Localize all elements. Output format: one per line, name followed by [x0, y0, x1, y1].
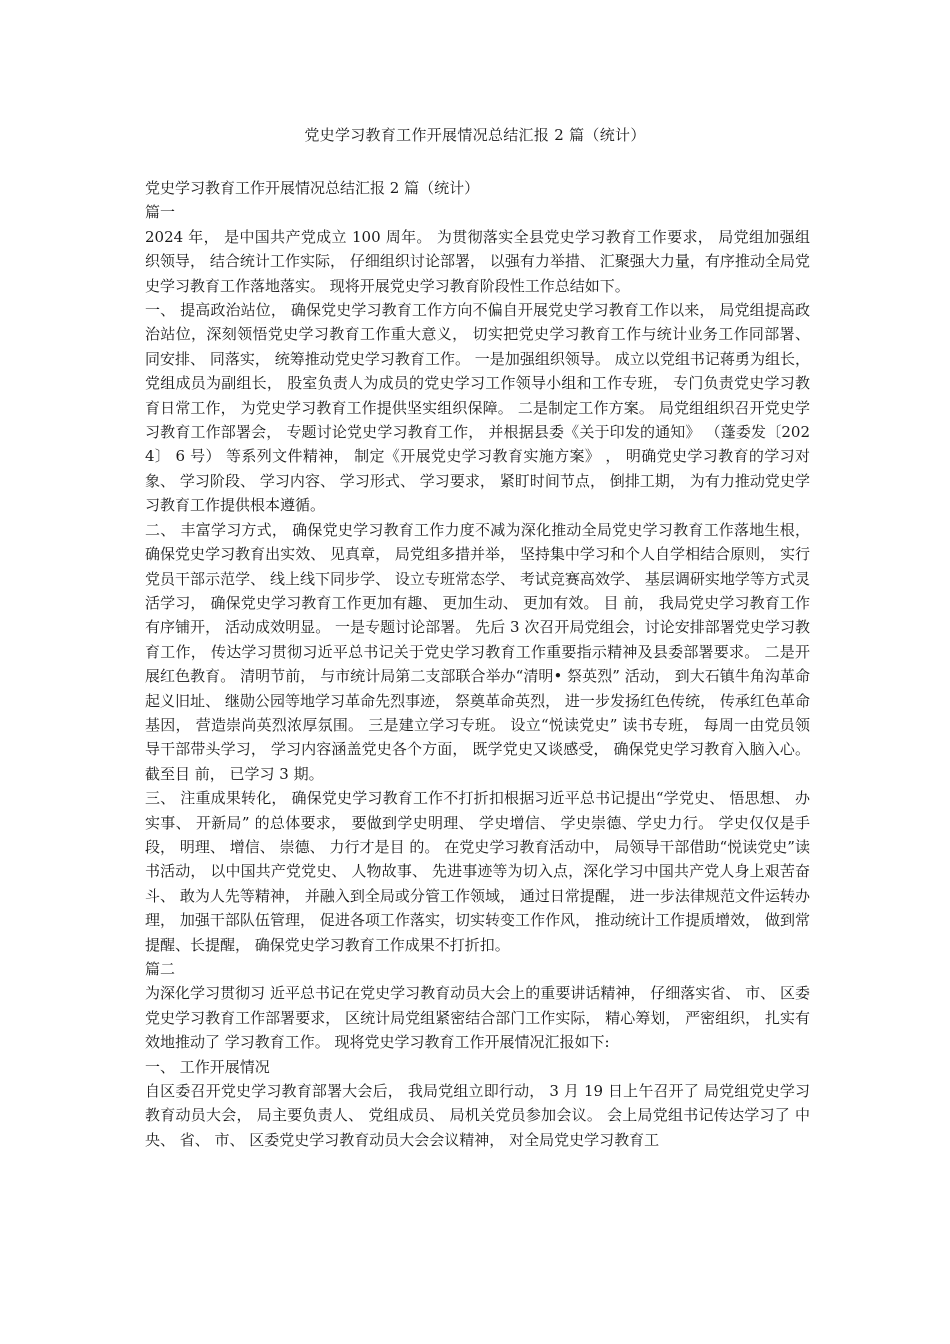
paragraph-work-progress: 自区委召开党史学习教育部署大会后， 我局党组立即行动， 3 月 19 日上午召开了 局党组党史学习教育动员大会， 局主要负责人、 党组成员、 局机关党员参加会议。 会上局党组书记传达学习了 中央、 省、 市、 区委党史学习教育动员大会会议精神， 对全局党史学习教育工 — [145, 1082, 810, 1149]
paragraph-section-two: 二、 丰富学习方式， 确保党史学习教育工作力度不减为深化推动全局党史学习教育工作落地生根， 确保党史学习教育出实效、 见真章， 局党组多措并举， 坚持集中学习和个人自学相结合原则， 实行党员干部示范学、 线上线下同步学、 设立专班常态学、 考试竞赛高效学、 基层调研实地学等方式灵活学习， 确保党史学习教育工作更加有趣、 更加生动、 更加有效。 目 前， 我局党史学习教育工作有序铺开， 活动成效明显。 一是专题讨论部署。 先后 3 次召开局党组会，讨论安排部署党史学习教育工作， 传达学习贯彻习近平总书记关于党史学习教育工作重要指示精神及县委部署要求。 二是开展红色教育。 清明节前， 与市统计局第二支部联合举办“清明• 祭英烈” 活动， 到大石镇牛角沟革命起义旧址、 继勋公园等地学习革命先烈事迹， 祭奠革命英烈， 进一步发扬红色传统， 传承红色革命基因， 营造崇尚英烈浓厚氛围。 三是建立学习专班。 设立“悦读党史” 读书专班， 每周一由党员领导干部带头学习， 学习内容涵盖党史各个方面， 既学党史又谈感受， 确保党史学习教育入脑入心。 截至目 前， 已学习 3 期。 — [145, 520, 810, 783]
paragraph-part-two-intro: 为深化学习贯彻习 近平总书记在党史学习教育动员大会上的重要讲话精神， 仔细落实省、 市、 区委党史学习教育工作部署要求， 区统计局党组紧密结合部门工作实际， 精心筹划， 严密组织， 扎实有效地推动了 学习教育工作。 现将党史学习教育工作开展情况汇报如下: — [145, 984, 810, 1052]
heading-work-progress: 一、 工作开展情况 — [145, 1057, 270, 1076]
section-label-part-two: 篇二 — [145, 960, 176, 978]
section-label-part-one: 篇一 — [145, 203, 176, 222]
document-body — [145, 176, 810, 1152]
paragraph-intro: 2024 年， 是中国共产党成立 100 周年。 为贯彻落实全县党史学习教育工作要求， 局党组加强组织领导， 结合统计工作实际， 仔细组织讨论部署， 以强有力举措、 汇聚强大力量，有序推动全局党史学习教育工作落地落实。 现将开展党史学习教育阶段性工作总结如下。 — [145, 227, 810, 295]
document-title: 党史学习教育工作开展情况总结汇报 2 篇（统计） — [304, 126, 646, 144]
body-heading: 党史学习教育工作开展情况总结汇报 2 篇（统计） — [145, 179, 480, 197]
paragraph-section-three: 三、 注重成果转化， 确保党史学习教育工作不打折扣根据习近平总书记提出“学党史、 悟思想、 办实事、 开新局” 的总体要求， 要做到学史明理、 学史增信、 学史崇德、学史力行。 学史仅仅是手段， 明理、 增信、 崇德、 力行才是目 的。 在党史学习教育活动中， 局领导干部借助“悦读党史”读书活动， 以中国共产党党史、 人物故事、 先进事迹等为切入点，深化学习中国共产党人身上艰苦奋斗、 敢为人先等精神， 并融入到全局或分管工作领域， 通过日常提醒， 进一步法律规范文件运转办理， 加强干部队伍管理， 促进各项工作落实，切实转变工作作风， 推动统计工作提质增效， 做到常提醒、长提醒， 确保党史学习教育工作成果不打折扣。 — [145, 789, 810, 954]
paragraph-section-one: 一、 提高政治站位， 确保党史学习教育工作方向不偏自开展党史学习教育工作以来， 局党组提高政治站位，深刻领悟党史学习教育工作重大意义， 切实把党史学习教育工作与统计业务工作同部署、 同安排、 同落实， 统筹推动党史学习教育工作。 一是加强组织领导。 成立以党组书记蒋勇为组长， 党组成员为副组长， 股室负责人为成员的党史学习工作领导小组和工作专班， 专门负责党史学习教育日常工作， 为党史学习教育工作提供坚实组织保障。 二是制定工作方案。 局党组组织召开党史学习教育工作部署会， 专题讨论党史学习教育工作， 并根据县委《关于印发的通知》 （蓬委发〔2024〕 6 号） 等系列文件精神， 制定《开展党史学习教育实施方案》 ， 明确党史学习教育的学习对象、 学习阶段、 学习内容、 学习形式、 学习要求， 紧盯时间节点， 倒排工期， 为有力推动党史学习教育工作提供根本遵循。 — [145, 301, 810, 515]
